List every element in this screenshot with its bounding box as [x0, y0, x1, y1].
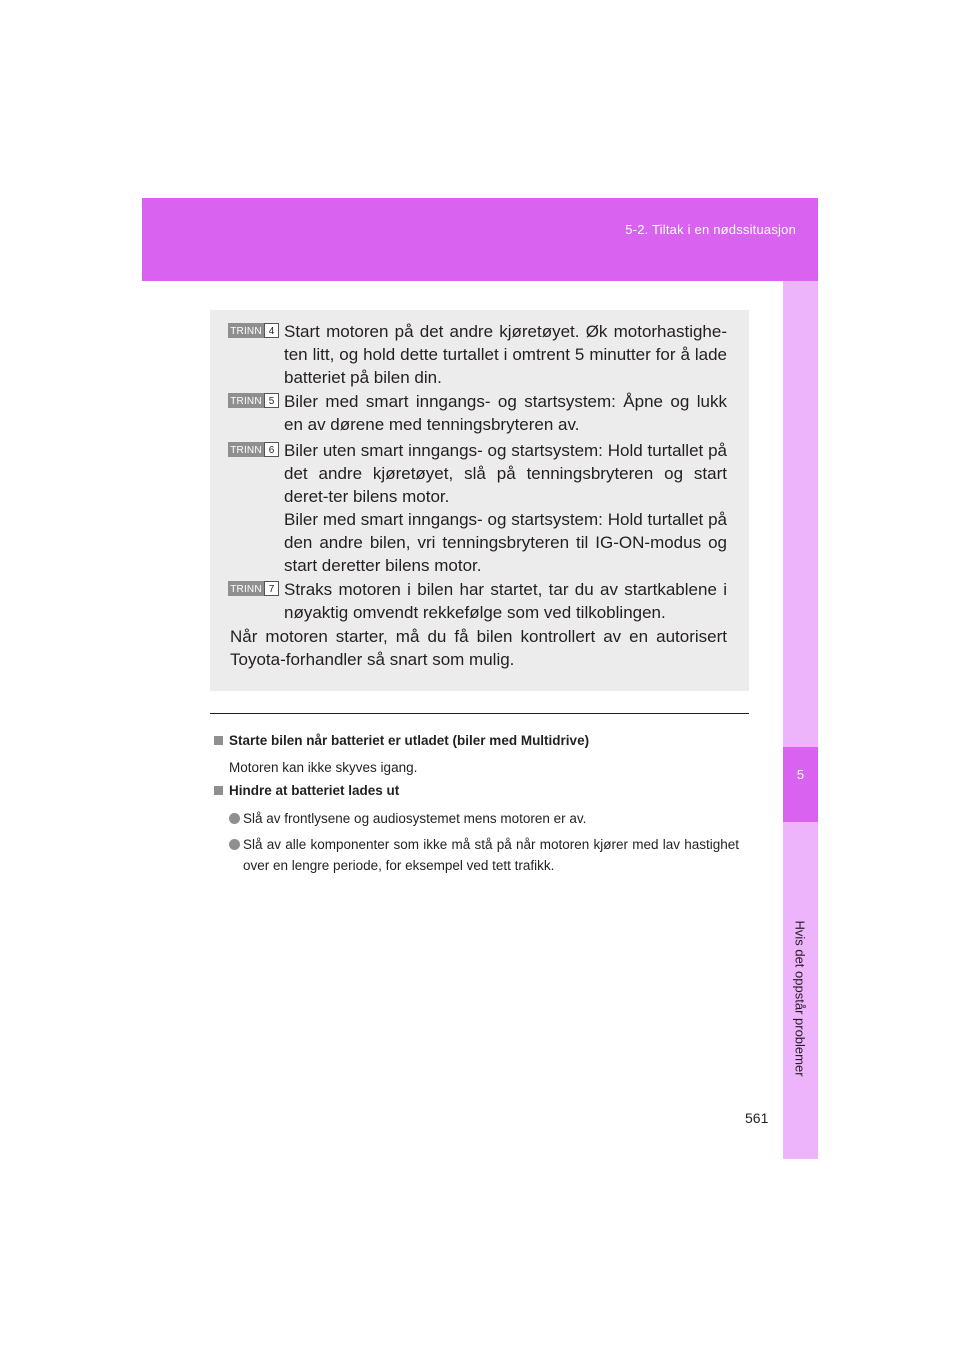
list-item [229, 834, 739, 876]
chapter-title: Hvis det oppstår problemer [792, 920, 808, 1077]
info-heading [214, 733, 589, 748]
chapter-side-tab[interactable] [783, 281, 818, 1159]
list-item [229, 808, 739, 829]
chapter-number: 5 [783, 747, 818, 822]
step-text: Biler uten smart inngangs- og startsystem: Hold turtallet på det andre kjøretøyet, slå på tenningsbryteren og start deret-ter bilens motor. [284, 441, 727, 506]
step-badge-word: TRINN [228, 323, 264, 338]
square-bullet-icon [214, 736, 223, 745]
step-item [228, 390, 727, 436]
step-badge-number: 4 [264, 323, 279, 338]
page-number: 561 [745, 1110, 769, 1126]
step-badge [228, 581, 279, 596]
step-text: Start motoren på det andre kjøretøyet. Øk motorhastighe-ten litt, og hold dette turtallet i omtrent 5 minutter for å lade batteriet på bilen din. [284, 322, 727, 387]
info-heading-text: Starte bilen når batteriet er utladet (biler med Multidrive) [229, 733, 590, 748]
step-badge-number: 6 [264, 442, 279, 457]
step-item [228, 320, 727, 389]
step-item [228, 578, 727, 624]
step-text: Straks motoren i bilen har startet, tar du av startkablene i nøyaktig omvendt rekkefølge som ved tilkoblingen. [284, 580, 727, 622]
divider [210, 713, 749, 714]
info-heading [214, 783, 399, 798]
step-badge [228, 323, 279, 338]
info-text: Motoren kan ikke skyves igang. [229, 760, 418, 775]
section-header-band [142, 198, 818, 281]
step-text: Biler med smart inngangs- og startsystem: Hold turtallet på den andre bilen, vri tenningsbryteren til IG-ON-modus og start deretter bilens motor. [284, 510, 727, 575]
step-badge-number: 7 [264, 581, 279, 596]
step-badge-word: TRINN [228, 442, 264, 457]
list-item-text: Slå av alle komponenter som ikke må stå på når motoren kjører med lav hastighet over en lengre periode, for eksempel ved tett trafikk. [243, 837, 739, 873]
step-item [228, 439, 727, 577]
step-text: Biler med smart inngangs- og startsystem: Åpne og lukk en av dørene med tenningsbryteren av. [284, 392, 727, 434]
list-item-text: Slå av frontlysene og audiosystemet mens motoren er av. [243, 811, 587, 826]
info-heading-text: Hindre at batteriet lades ut [229, 783, 400, 798]
square-bullet-icon [214, 786, 223, 795]
step-badge [228, 393, 279, 408]
step-badge-word: TRINN [228, 581, 264, 596]
step-badge-word: TRINN [228, 393, 264, 408]
step-badge-number: 5 [264, 393, 279, 408]
circle-bullet-icon [229, 813, 240, 824]
circle-bullet-icon [229, 839, 240, 850]
steps-box [210, 310, 749, 691]
closing-note: Når motoren starter, må du få bilen kontrollert av en autorisert Toyota-forhandler så snart som mulig. [230, 627, 727, 669]
section-title: 5-2. Tiltak i en nødssituasjon [625, 222, 796, 237]
step-badge [228, 442, 279, 457]
